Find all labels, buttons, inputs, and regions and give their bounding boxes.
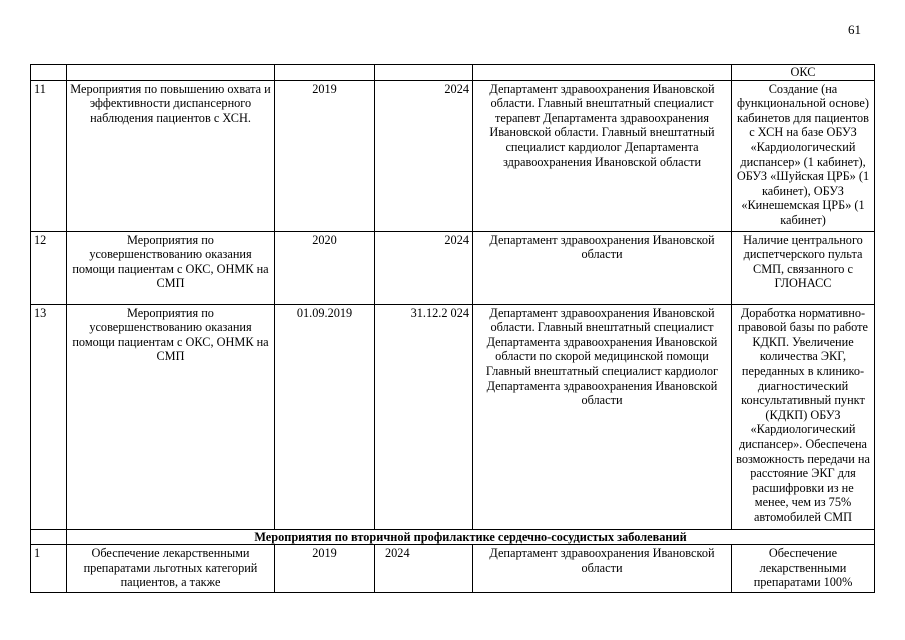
section-row — [31, 529, 875, 545]
cell-start: 2020 — [275, 231, 375, 304]
cell-result: Наличие центрального диспетчерского пульта СМП, связанного с ГЛОНАСС — [732, 231, 875, 304]
cell-result: Обеспечение лекарственными препаратами 100% — [732, 545, 875, 593]
cell-start — [275, 65, 375, 81]
table-row — [31, 304, 875, 529]
cell-end — [375, 65, 473, 81]
cell-result: Создание (на функциональной основе) кабинетов для пациентов с ХСН на базе ОБУЗ «Кардиологический диспансер» (1 кабинет), ОБУЗ «Шуйская ЦРБ» (1 кабинет), ОБУЗ «Кинешемская ЦРБ» (1 кабинет) — [732, 80, 875, 231]
cell-name — [67, 65, 275, 81]
page-number: 61 — [848, 22, 861, 37]
cell-name: Мероприятия по повышению охвата и эффективности диспансерного наблюдения пациентов с ХСН. — [67, 80, 275, 231]
cell-responsible: Департамент здравоохранения Ивановской области. Главный внештатный специалист терапевт Департамента здравоохранения Ивановской области. Главный внештатный специалист кардиолог Департамента здравоохранения Ивановской области — [473, 80, 732, 231]
cell-end: 31.12.2 024 — [375, 304, 473, 529]
cell-num: 13 — [31, 304, 67, 529]
table-row — [31, 65, 875, 81]
cell-result: Доработка нормативно-правовой базы по работе КДКП. Увеличение количества ЭКГ, переданных в клинико-диагностический консультативный пункт (КДКП) ОБУЗ «Кардиологический диспансер». Обеспечена возможность передачи на расстояние ЭКГ для расшифровки из не менее, чем из 75% автомобилей СМП — [732, 304, 875, 529]
cell-num — [31, 529, 67, 545]
section-title: Мероприятия по вторичной профилактике сердечно-сосудистых заболеваний — [67, 529, 875, 545]
cell-result: ОКС — [732, 65, 875, 81]
measures-table — [30, 64, 875, 593]
cell-end: 2024 — [375, 231, 473, 304]
cell-start: 01.09.2019 — [275, 304, 375, 529]
cell-name: Мероприятия по усовершенствованию оказания помощи пациентам с ОКС, ОНМК на СМП — [67, 231, 275, 304]
cell-num: 11 — [31, 80, 67, 231]
cell-start: 2019 — [275, 80, 375, 231]
cell-end: 2024 — [375, 80, 473, 231]
cell-responsible: Департамент здравоохранения Ивановской области — [473, 545, 732, 593]
cell-end: 2024 — [375, 545, 473, 593]
cell-num: 1 — [31, 545, 67, 593]
cell-num: 12 — [31, 231, 67, 304]
cell-responsible: Департамент здравоохранения Ивановской области. Главный внештатный специалист Департамента здравоохранения Ивановской области по скорой медицинской помощи Главный внештатный специалист кардиолог Департамента здравоохранения Ивановской области — [473, 304, 732, 529]
table-row — [31, 231, 875, 304]
table-row — [31, 545, 875, 593]
cell-responsible — [473, 65, 732, 81]
cell-responsible: Департамент здравоохранения Ивановской области — [473, 231, 732, 304]
cell-num — [31, 65, 67, 81]
cell-name: Обеспечение лекарственными препаратами льготных категорий пациентов, а также — [67, 545, 275, 593]
table-row — [31, 80, 875, 231]
cell-start: 2019 — [275, 545, 375, 593]
cell-name: Мероприятия по усовершенствованию оказания помощи пациентам с ОКС, ОНМК на СМП — [67, 304, 275, 529]
